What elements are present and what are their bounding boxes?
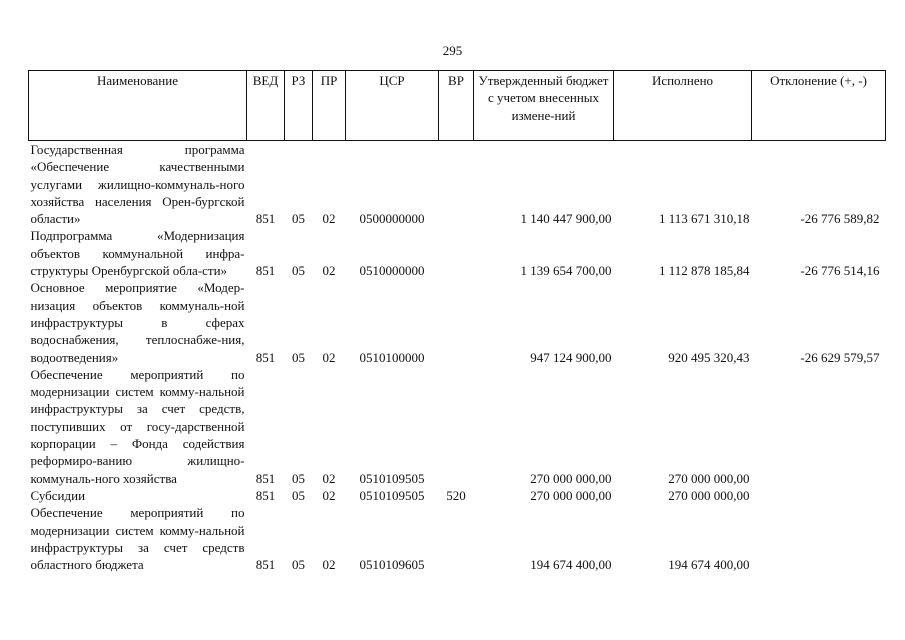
row-pr: 02	[322, 349, 336, 365]
row-ved: 851	[255, 557, 276, 573]
header-deviation: Отклонение (+, -)	[752, 71, 886, 141]
row-name: Субсидии	[30, 487, 86, 503]
row-name: Подпрограмма «Модернизация объектов коммунальной инфра-структуры Оренбургской обла-сти»	[30, 228, 245, 279]
row-pr: 02	[322, 211, 336, 227]
row-executed: 1 113 671 310,18	[658, 211, 750, 227]
table-row	[29, 227, 886, 279]
row-vr	[439, 141, 474, 228]
row-name: Обеспечение мероприятий по модернизации систем комму-нальной инфраструктуры за счет средств, поступивших от госу-дарственной корпорации – Фонда содействия реформиро-ванию жилищно-коммуналь-ного хозяйства	[30, 366, 245, 486]
row-executed: 270 000 000,00	[668, 470, 750, 486]
row-rz: 05	[292, 211, 305, 227]
row-ved: 851	[255, 487, 276, 503]
row-executed: 270 000 000,00	[668, 487, 750, 503]
header-rz: РЗ	[285, 71, 313, 141]
row-name: Обеспечение мероприятий по модернизации систем комму-нальной инфраструктуры за счет средств областного бюджета	[30, 505, 245, 573]
row-approved: 270 000 000,00	[530, 470, 612, 486]
row-deviation: -26 629 579,57	[800, 349, 880, 365]
header-ved: ВЕД	[247, 71, 285, 141]
row-csr: 0510100000	[359, 349, 425, 365]
row-rz: 05	[292, 349, 305, 365]
header-executed: Исполнено	[614, 71, 752, 141]
row-deviation	[752, 504, 886, 573]
row-vr	[439, 227, 474, 279]
table-header-row	[29, 71, 886, 141]
row-pr: 02	[322, 557, 336, 573]
row-csr: 0510109505	[359, 487, 425, 503]
row-pr: 02	[322, 470, 336, 486]
row-csr: 0500000000	[359, 211, 425, 227]
row-deviation: -26 776 589,82	[800, 211, 880, 227]
header-pr: ПР	[313, 71, 346, 141]
table-row	[29, 279, 886, 365]
header-vr: ВР	[439, 71, 474, 141]
table-row	[29, 141, 886, 228]
row-approved: 1 140 447 900,00	[520, 211, 612, 227]
row-rz: 05	[292, 487, 305, 503]
row-pr: 02	[322, 263, 336, 279]
table-row	[29, 366, 886, 487]
page-number: 295	[442, 43, 463, 58]
budget-execution-table	[28, 70, 886, 573]
row-vr	[439, 366, 474, 487]
row-csr: 0510000000	[359, 263, 425, 279]
row-executed: 194 674 400,00	[668, 557, 750, 573]
row-csr: 0510109505	[359, 470, 425, 486]
row-vr	[439, 504, 474, 573]
row-approved: 1 139 654 700,00	[520, 263, 612, 279]
row-executed: 1 112 878 185,84	[658, 263, 750, 279]
row-ved: 851	[255, 470, 276, 486]
row-approved: 194 674 400,00	[530, 557, 612, 573]
row-name: Основное мероприятие «Модер-низация объектов коммуналь-ной инфраструктуры в сферах водоснабжения, теплоснабже-ния, водоотведения»	[30, 280, 245, 365]
row-vr: 520	[446, 487, 466, 503]
row-approved: 270 000 000,00	[530, 487, 612, 503]
row-deviation	[752, 487, 886, 504]
row-name: Государственная программа «Обеспечение качественными услугами жилищно-коммуналь-ного хозяйства населения Орен-бургской области»	[30, 142, 245, 227]
header-name: Наименование	[29, 71, 247, 141]
row-csr: 0510109605	[359, 557, 425, 573]
row-executed: 920 495 320,43	[668, 349, 750, 365]
row-ved: 851	[255, 211, 276, 227]
row-ved: 851	[255, 349, 276, 365]
row-rz: 05	[292, 557, 305, 573]
table-row	[29, 487, 886, 504]
row-ved: 851	[255, 263, 276, 279]
row-vr	[439, 279, 474, 365]
row-deviation: -26 776 514,16	[800, 263, 880, 279]
row-rz: 05	[292, 263, 305, 279]
table-row	[29, 504, 886, 573]
row-deviation	[752, 366, 886, 487]
header-approved-budget: Утвержденный бюджет с учетом внесенных измене-ний	[474, 71, 614, 141]
row-approved: 947 124 900,00	[530, 349, 612, 365]
row-pr: 02	[322, 487, 336, 503]
header-csr: ЦСР	[346, 71, 439, 141]
row-rz: 05	[292, 470, 305, 486]
